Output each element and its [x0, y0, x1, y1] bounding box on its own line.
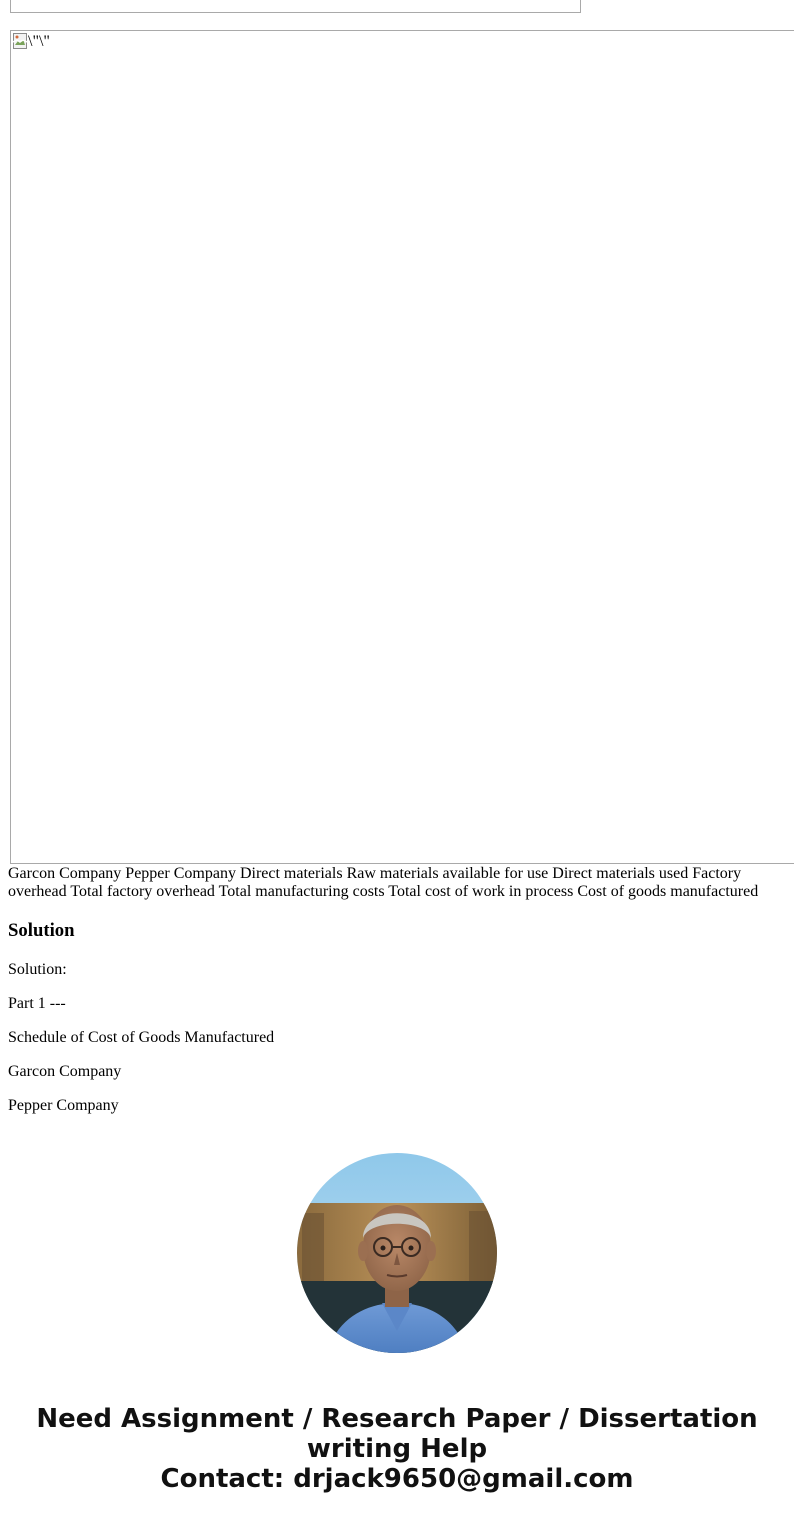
top-image-frame: [10, 0, 581, 13]
contact-line-2: writing Help: [306, 1434, 488, 1464]
avatar: [297, 1153, 497, 1353]
contact-email[interactable]: Contact: drjack9650@gmail.com: [160, 1464, 634, 1494]
company-name-garcon: Garcon Company: [8, 1063, 122, 1080]
contact-banner: [0, 1404, 794, 1494]
question-image-frame: [10, 30, 794, 864]
broken-image-icon: [13, 33, 27, 49]
broken-image-alt-text: \"\": [28, 33, 50, 50]
broken-image: [13, 33, 50, 51]
schedule-title: Schedule of Cost of Goods Manufactured: [8, 1029, 275, 1046]
question-text: Garcon Company Pepper Company Direct materials Raw materials available for use Direct materials used Factory overhead Total factory overhead Total manufacturing costs Total cost of work in process Cost of goods manufactured: [8, 865, 759, 900]
solution-label: Solution:: [8, 961, 67, 978]
company-name-pepper: Pepper Company: [8, 1097, 119, 1114]
contact-line-1: Need Assignment / Research Paper / Dissertation: [36, 1404, 758, 1434]
part-label: Part 1 ---: [8, 995, 66, 1012]
solution-heading: Solution: [8, 920, 75, 941]
